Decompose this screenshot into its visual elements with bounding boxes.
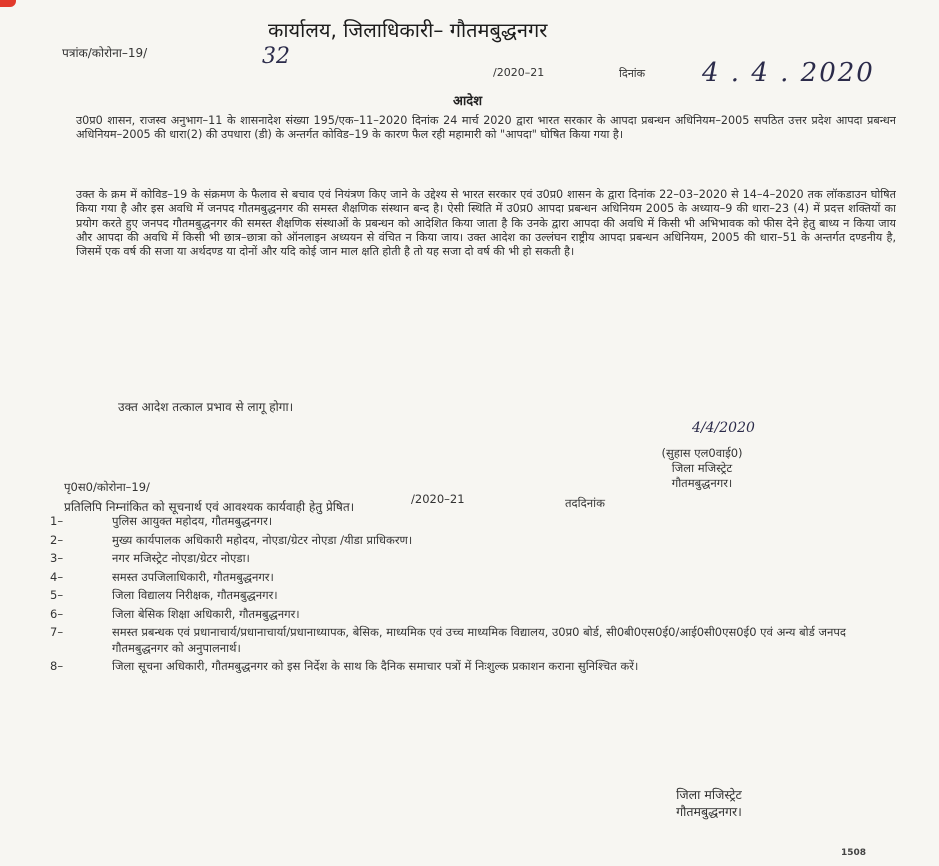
list-item-number: 5– bbox=[50, 588, 64, 602]
office-title: कार्यालय, जिलाधिकारी– गौतमबुद्धनगर bbox=[268, 18, 548, 42]
order-effect-line: उक्त आदेश तत्काल प्रभाव से लागू होगा। bbox=[118, 400, 294, 414]
date-label: दिनांक bbox=[619, 67, 646, 80]
copy-date-label: तददिनांक bbox=[565, 496, 605, 510]
list-item bbox=[50, 588, 880, 604]
list-item bbox=[50, 607, 880, 623]
list-item-number: 6– bbox=[50, 606, 64, 621]
corner-color-mark bbox=[0, 0, 16, 7]
copy-reference-prefix: पृ0स0/कोरोना–19/ bbox=[64, 480, 150, 494]
date-value-handwritten: 4 . 4 . 2020 bbox=[702, 58, 875, 88]
signatory-designation: जिला मजिस्ट्रेट bbox=[676, 787, 742, 802]
signature-handwritten-date: 4/4/2020 bbox=[692, 420, 755, 436]
order-heading: आदेश bbox=[453, 94, 483, 109]
signature-block-2 bbox=[634, 786, 784, 820]
list-item bbox=[50, 533, 880, 549]
signatory-location: गौतमबुद्धनगर। bbox=[671, 476, 733, 490]
list-item-text: नगर मजिस्ट्रेट नोएडा/ग्रेटर नोएडा। bbox=[112, 551, 250, 565]
reference-prefix: पत्रांक/कोरोना–19/ bbox=[62, 46, 148, 60]
list-item-number: 7– bbox=[50, 625, 64, 639]
order-paragraph-1: उ0प्र0 शासन, राजस्व अनुभाग–11 के शासनादेश संख्या 195/एक–11–2020 दिनांक 24 मार्च 2020 द्वारा भारत सरकार के आपदा प्रबन्धन अधिनियम–2005 सपठित उत्तर प्रदेश आपदा प्रबन्धन अधिनियम–2005 की धारा(2) की उपधारा (डी) के अन्तर्गत कोविड–19 के कारण फैल रही महामारी को "आपदा" घोषित किया गया है। bbox=[76, 114, 896, 142]
list-item-text: जिला विद्यालय निरीक्षक, गौतमबुद्धनगर। bbox=[112, 588, 278, 602]
list-item bbox=[50, 551, 880, 567]
list-item-number: 1– bbox=[50, 514, 64, 528]
list-item-text: समस्त उपजिलाधिकारी, गौतमबुद्धनगर। bbox=[112, 569, 274, 584]
list-item-number: 3– bbox=[50, 551, 64, 565]
signatory-name: (सुहास एल0वाई0) bbox=[661, 446, 743, 460]
list-item bbox=[50, 625, 880, 656]
recipient-list bbox=[50, 514, 880, 678]
reference-number-handwritten: 32 bbox=[262, 44, 290, 69]
list-item bbox=[50, 659, 880, 675]
list-item-text: जिला बेसिक शिक्षा अधिकारी, गौतमबुद्धनगर। bbox=[112, 606, 300, 621]
list-item-number: 2– bbox=[50, 532, 64, 547]
order-paragraph-2: उक्त के क्रम में कोविड–19 के संक्रमण के फैलाव से बचाव एवं नियंत्रण किए जाने के उद्देश्य से भारत सरकार एवं उ0प्र0 शासन के द्वारा दिनांक 22–03–2020 से 14–4–2020 तक लॉकडाउन घोषित किया गया है और इस अवधि में जनपद गौतमबुद्धनगर की समस्त शैक्षणिक संस्थान बन्द है। ऐसी स्थिति में उ0प्र0 आपदा प्रबन्धन अधिनियम 2005 के अध्याय–9 की धारा–23 (4) में प्रदत्त शक्तियों का प्रयोग करते हुए जनपद गौतमबुद्धनगर की समस्त शैक्षणिक संस्थाओं के प्रबन्धन को आदेशित किया जाता है कि उनके द्वारा आपदा की अवधि में किसी भी अभिभावक को फीस देने हेतु बाध्य न किया जाय और आपदा की अवधि में किसी भी छात्र–छात्रा को ऑनलाइन अध्ययन से वंचित न किया जाय। उक्त आदेश का उल्लंघन राष्ट्रीय आपदा प्रबन्धन अधिनियम, 2005 की धारा–51 के अन्तर्गत दण्डनीय है, जिसमें एक वर्ष की सजा या अर्थदण्ड या दोनों और यदि कोई जान माल क्षति होती है तो यह सजा दो वर्ष की भी हो सकती है। bbox=[76, 188, 896, 259]
reference-year: /2020–21 bbox=[493, 66, 545, 79]
copy-intro: प्रतिलिपि निम्नांकित को सूचनार्थ एवं आवश्यक कार्यवाही हेतु प्रेषित। bbox=[64, 500, 355, 514]
signature-block-1 bbox=[632, 446, 772, 491]
signatory-location: गौतमबुद्धनगर। bbox=[676, 804, 742, 819]
list-item bbox=[50, 514, 880, 530]
list-item-text: जिला सूचना अधिकारी, गौतमबुद्धनगर को इस निर्देश के साथ कि दैनिक समाचार पत्रों में निःशुल्क प्रकाशन कराना सुनिश्चित करें। bbox=[112, 659, 639, 673]
list-item bbox=[50, 570, 880, 586]
list-item-number: 8– bbox=[50, 659, 64, 673]
copy-reference-year: /2020–21 bbox=[411, 492, 465, 506]
list-item-text: समस्त प्रबन्धक एवं प्रधानाचार्य/प्रधानाचार्या/प्रधानाध्यापक, बेसिक, माध्यमिक एवं उच्च माध्यमिक विद्यालय, उ0प्र0 बोर्ड, सी0बी0एस0ई0/आई0सी0एस0ई0 एवं अन्य बोर्ड जनपद गौतमबुद्धनगर को अनुपालनार्थ। bbox=[112, 625, 846, 655]
signatory-designation: जिला मजिस्ट्रेट bbox=[671, 461, 733, 475]
list-item-text: पुलिस आयुक्त महोदय, गौतमबुद्धनगर। bbox=[112, 514, 273, 528]
list-item-number: 4– bbox=[50, 569, 64, 584]
list-item-text: मुख्य कार्यपालक अधिकारी महोदय, नोएडा/ग्रेटर नोएडा /यीडा प्राधिकरण। bbox=[112, 532, 413, 547]
page-number: 1508 bbox=[841, 848, 867, 858]
